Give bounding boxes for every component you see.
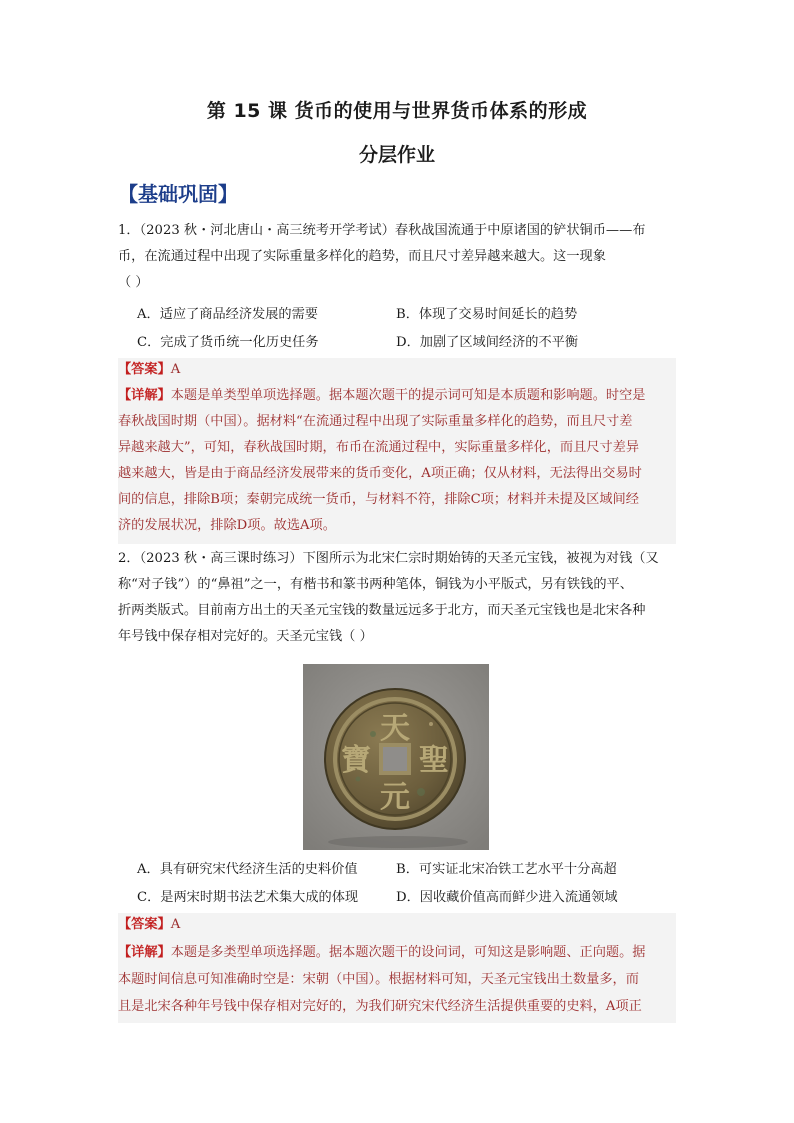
q1-detail-line: 济的发展状况，排除D项。故选A项。 xyxy=(118,518,336,533)
detail-text: 本题是单类型单项选择题。据本题次题干的提示词可知是本质题和影响题。时空是 xyxy=(170,388,646,403)
q2-detail-line xyxy=(118,943,646,963)
q2-option-b: B．可实证北宋冶铁工艺水平十分高超 xyxy=(396,862,617,877)
q2-option-a: A．具有研究宋代经济生活的史料价值 xyxy=(137,862,358,877)
q2-option-d: D．因收藏价值高而鲜少进入流通领域 xyxy=(396,890,618,905)
answer-value: A xyxy=(170,917,181,932)
coin-illustration xyxy=(303,664,489,850)
coin-photo xyxy=(303,664,489,850)
section-heading: 【基础巩固】 xyxy=(118,182,238,206)
answer-tag: 【答案】 xyxy=(118,917,171,932)
coin-char-left: 寶 xyxy=(341,743,371,778)
detail-tag: 【详解】 xyxy=(118,388,171,403)
q1-detail-line xyxy=(118,386,646,406)
q2-stem-line: 折两类版式。目前南方出土的天圣元宝钱的数量远远多于北方，而天圣元宝钱也是北宋各种 xyxy=(118,603,646,618)
q1-detail-line: 春秋战国时期（中国）。据材料“在流通过程中出现了实际重量多样化的趋势，而且尺寸差 xyxy=(118,414,633,429)
page-subtitle: 分层作业 xyxy=(358,144,435,166)
q1-answer xyxy=(118,360,180,380)
q1-stem-line: （ ） xyxy=(118,275,149,290)
q1-detail-line: 间的信息，排除B项；秦朝完成统一货币，与材料不符，排除C项；材料并未提及区域间经 xyxy=(118,492,639,507)
q2-option-c: C．是两宋时期书法艺术集大成的体现 xyxy=(137,890,359,905)
q2-stem-line: 称“对子钱”）的“鼻祖”之一，有楷书和篆书两种笔体，铜钱为小平版式，另有铁钱的平、 xyxy=(118,577,633,592)
detail-text: 本题是多类型单项选择题。据本题次题干的设问词，可知这是影响题、正向题。据 xyxy=(170,945,646,960)
q1-stem-line: 1．（2023 秋・河北唐山・高三统考开学考试）春秋战国流通于中原诸国的铲状铜币——布 xyxy=(118,223,646,238)
answer-value: A xyxy=(170,362,181,377)
coin-char-top: 天 xyxy=(380,711,410,746)
q1-detail-line: 越来越大，皆是由于商品经济发展带来的货币变化，A项正确；仅从材料，无法得出交易时 xyxy=(118,466,642,481)
q1-option-d: D．加剧了区域间经济的不平衡 xyxy=(396,335,579,350)
q1-option-b: B．体现了交易时间延长的趋势 xyxy=(396,307,578,322)
q2-stem-line: 2．（2023 秋・高三课时练习）下图所示为北宋仁宗时期始铸的天圣元宝钱，被视为对钱（又 xyxy=(118,551,659,566)
page-title: 第 15 课 货币的使用与世界货币体系的形成 xyxy=(206,100,588,122)
q2-answer xyxy=(118,915,180,935)
q2-detail-line: 本题时间信息可知准确时空是：宋朝（中国）。根据材料可知，天圣元宝钱出土数量多，而 xyxy=(118,972,639,987)
q2-detail-line: 且是北宋各种年号钱中保存相对完好的，为我们研究宋代经济生活提供重要的史料，A项正 xyxy=(118,999,642,1014)
q1-stem-line: 币，在流通过程中出现了实际重量多样化的趋势，而且尺寸差异越来越大。这一现象 xyxy=(118,249,606,264)
coin-char-right: 聖 xyxy=(419,743,449,778)
q2-stem-line: 年号钱中保存相对完好的。天圣元宝钱（ ） xyxy=(118,629,373,644)
q1-option-a: A．适应了商品经济发展的需要 xyxy=(137,307,318,322)
detail-tag: 【详解】 xyxy=(118,945,171,960)
q1-option-c: C．完成了货币统一化历史任务 xyxy=(137,335,319,350)
q1-detail-line: 异越来越大”，可知，春秋战国时期，布币在流通过程中，实际重量多样化，而且尺寸差异 xyxy=(118,440,640,455)
answer-tag: 【答案】 xyxy=(118,362,171,377)
coin-char-bottom: 元 xyxy=(380,780,410,815)
